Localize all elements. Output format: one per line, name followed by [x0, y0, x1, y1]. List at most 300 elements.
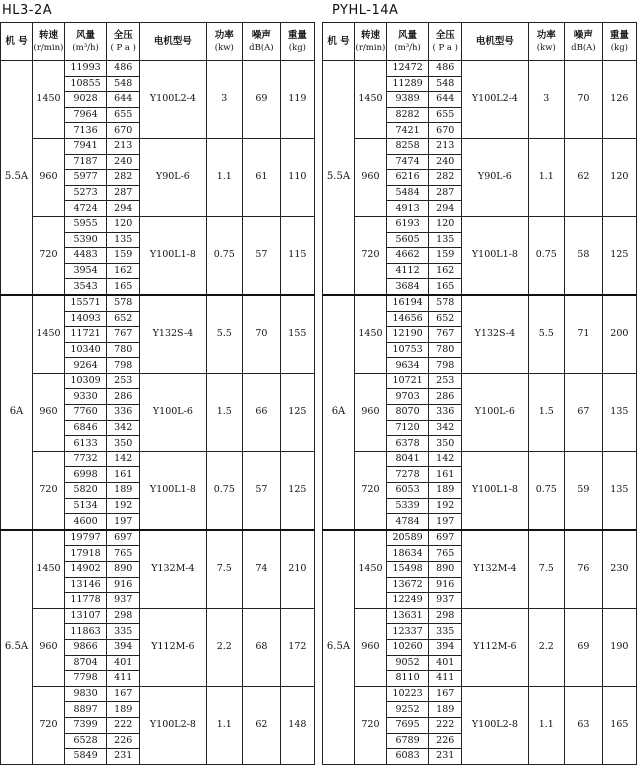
table-row — [323, 373, 637, 389]
col-motor-model-label: 电机型号 — [475, 35, 514, 47]
pressure-cell: 486 — [107, 61, 140, 77]
speed-cell: 1450 — [354, 530, 386, 608]
col-pressure-unit: ( P a ) — [110, 42, 136, 53]
pressure-cell: 780 — [429, 342, 462, 358]
pressure-cell: 644 — [107, 92, 140, 108]
pressure-cell: 282 — [107, 170, 140, 186]
table-row — [1, 295, 315, 311]
airflow-cell: 14656 — [386, 311, 428, 327]
col-pressure-label: 全压 — [113, 29, 133, 41]
pressure-cell: 226 — [107, 733, 140, 749]
left-sheet — [0, 0, 315, 765]
airflow-cell: 8258 — [386, 138, 428, 154]
pressure-cell: 652 — [429, 311, 462, 327]
airflow-cell: 7278 — [386, 467, 428, 483]
table-row — [323, 686, 637, 702]
airflow-cell: 6998 — [64, 467, 106, 483]
pressure-cell: 167 — [107, 686, 140, 702]
col-power — [206, 23, 243, 61]
motor-model-cell: Y100L2-4 — [462, 61, 528, 139]
pressure-cell: 798 — [107, 358, 140, 374]
airflow-cell: 11778 — [64, 593, 106, 609]
airflow-cell: 4784 — [386, 514, 428, 530]
col-airflow-unit: (m³/h) — [72, 42, 99, 53]
airflow-cell: 6216 — [386, 170, 428, 186]
col-power — [528, 23, 565, 61]
weight-cell: 119 — [280, 61, 314, 139]
col-speed-unit: (r/min) — [355, 42, 386, 53]
airflow-cell: 9330 — [64, 389, 106, 405]
airflow-cell: 11863 — [64, 624, 106, 640]
airflow-cell: 15571 — [64, 295, 106, 311]
col-motor-model — [140, 23, 206, 61]
pressure-cell: 548 — [107, 76, 140, 92]
pressure-cell: 162 — [107, 263, 140, 279]
power-cell: 0.75 — [206, 216, 243, 294]
weight-cell: 135 — [602, 373, 636, 451]
noise-cell: 69 — [243, 61, 281, 139]
motor-model-cell: Y132M-4 — [462, 530, 528, 608]
power-cell: 0.75 — [528, 216, 565, 294]
airflow-cell: 7732 — [64, 451, 106, 467]
airflow-cell: 5820 — [64, 483, 106, 499]
col-weight-unit: (kg) — [288, 42, 306, 53]
weight-cell: 110 — [280, 138, 314, 216]
pressure-cell: 697 — [107, 530, 140, 546]
col-speed — [354, 23, 386, 61]
pressure-cell: 401 — [429, 655, 462, 671]
pressure-cell: 287 — [429, 185, 462, 201]
table-row — [1, 373, 315, 389]
noise-cell: 67 — [565, 373, 603, 451]
speed-cell: 960 — [32, 373, 64, 451]
pressure-cell: 253 — [429, 373, 462, 389]
pressure-cell: 336 — [429, 405, 462, 421]
noise-cell: 76 — [565, 530, 603, 608]
airflow-cell: 5273 — [64, 185, 106, 201]
pressure-cell: 165 — [429, 279, 462, 295]
airflow-cell: 8282 — [386, 107, 428, 123]
pressure-cell: 189 — [107, 483, 140, 499]
speed-cell: 960 — [32, 138, 64, 216]
airflow-cell: 14093 — [64, 311, 106, 327]
airflow-cell: 4662 — [386, 248, 428, 264]
col-weight-unit: (kg) — [610, 42, 628, 53]
pressure-cell: 226 — [429, 733, 462, 749]
motor-model-cell: Y112M-6 — [140, 608, 206, 686]
power-cell: 0.75 — [206, 451, 243, 529]
airflow-cell: 11721 — [64, 327, 106, 343]
col-noise-label: 噪声 — [573, 29, 593, 41]
col-speed-unit: (r/min) — [33, 42, 64, 53]
pressure-cell: 142 — [107, 451, 140, 467]
model-number-cell: 6.5A — [1, 530, 33, 764]
power-cell: 5.5 — [528, 295, 565, 373]
power-cell: 1.1 — [206, 138, 243, 216]
table-row — [323, 451, 637, 467]
airflow-cell: 17918 — [64, 546, 106, 562]
speed-cell: 1450 — [354, 295, 386, 373]
pressure-cell: 578 — [429, 295, 462, 311]
airflow-cell: 9052 — [386, 655, 428, 671]
weight-cell: 155 — [280, 295, 314, 373]
speed-cell: 960 — [354, 608, 386, 686]
pressure-cell: 765 — [429, 546, 462, 562]
power-cell: 2.2 — [206, 608, 243, 686]
airflow-cell: 11289 — [386, 76, 428, 92]
airflow-cell: 5134 — [64, 498, 106, 514]
airflow-cell: 18634 — [386, 546, 428, 562]
pressure-cell: 342 — [429, 420, 462, 436]
motor-model-cell: Y132M-4 — [140, 530, 206, 608]
col-motor-model-label: 电机型号 — [153, 35, 192, 47]
pressure-cell: 916 — [429, 577, 462, 593]
pressure-cell: 162 — [429, 263, 462, 279]
table-row — [323, 530, 637, 546]
col-weight — [280, 23, 314, 61]
col-power-label: 功率 — [536, 29, 556, 41]
col-airflow-unit: (m³/h) — [394, 42, 421, 53]
airflow-cell: 7695 — [386, 717, 428, 733]
airflow-cell: 11993 — [64, 61, 106, 77]
pressure-cell: 167 — [429, 686, 462, 702]
noise-cell: 62 — [243, 686, 281, 764]
table-row — [323, 61, 637, 77]
pressure-cell: 231 — [107, 749, 140, 765]
airflow-cell: 6789 — [386, 733, 428, 749]
pressure-cell: 350 — [107, 436, 140, 452]
pressure-cell: 767 — [107, 327, 140, 343]
speed-cell: 720 — [354, 451, 386, 529]
pressure-cell: 213 — [107, 138, 140, 154]
model-number-cell: 5.5A — [323, 61, 355, 295]
col-speed-label: 转速 — [38, 29, 58, 41]
pressure-cell: 135 — [107, 232, 140, 248]
airflow-cell: 19797 — [64, 530, 106, 546]
airflow-cell: 3543 — [64, 279, 106, 295]
col-power-unit: (kw) — [214, 42, 234, 53]
airflow-cell: 7474 — [386, 154, 428, 170]
speed-cell: 1450 — [32, 295, 64, 373]
pressure-cell: 161 — [107, 467, 140, 483]
motor-model-cell: Y100L1-8 — [462, 216, 528, 294]
airflow-cell: 13672 — [386, 577, 428, 593]
pressure-cell: 253 — [107, 373, 140, 389]
col-airflow-label: 风量 — [398, 29, 418, 41]
airflow-cell: 9866 — [64, 639, 106, 655]
airflow-cell: 15498 — [386, 562, 428, 578]
pressure-cell: 231 — [429, 749, 462, 765]
col-model-no-label: 机 号 — [5, 35, 28, 47]
col-pressure-label: 全压 — [435, 29, 455, 41]
pressure-cell: 655 — [107, 107, 140, 123]
power-cell: 1.5 — [206, 373, 243, 451]
airflow-cell: 5484 — [386, 185, 428, 201]
weight-cell: 190 — [602, 608, 636, 686]
airflow-cell: 4913 — [386, 201, 428, 217]
weight-cell: 165 — [602, 686, 636, 764]
pressure-cell: 298 — [107, 608, 140, 624]
airflow-cell: 10721 — [386, 373, 428, 389]
pressure-cell: 192 — [107, 498, 140, 514]
col-noise — [243, 23, 281, 61]
airflow-cell: 8110 — [386, 671, 428, 687]
pressure-cell: 159 — [429, 248, 462, 264]
airflow-cell: 14902 — [64, 562, 106, 578]
pressure-cell: 213 — [429, 138, 462, 154]
airflow-cell: 9028 — [64, 92, 106, 108]
col-motor-model — [462, 23, 528, 61]
pressure-cell: 189 — [429, 702, 462, 718]
weight-cell: 210 — [280, 530, 314, 608]
pressure-cell: 486 — [429, 61, 462, 77]
spec-table — [0, 22, 315, 765]
airflow-cell: 12249 — [386, 593, 428, 609]
airflow-cell: 9252 — [386, 702, 428, 718]
pressure-cell: 240 — [429, 154, 462, 170]
airflow-cell: 3954 — [64, 263, 106, 279]
col-airflow-label: 风量 — [76, 29, 96, 41]
col-model-no-label: 机 号 — [327, 35, 350, 47]
pressure-cell: 916 — [107, 577, 140, 593]
airflow-cell: 10223 — [386, 686, 428, 702]
airflow-cell: 13107 — [64, 608, 106, 624]
table-title: HL3-2A — [2, 3, 53, 18]
speed-cell: 1450 — [32, 61, 64, 139]
motor-model-cell: Y100L-6 — [140, 373, 206, 451]
noise-cell: 59 — [565, 451, 603, 529]
pressure-cell: 197 — [107, 514, 140, 530]
model-number-cell: 6A — [323, 295, 355, 530]
pressure-cell: 937 — [107, 593, 140, 609]
header-row — [1, 23, 315, 61]
noise-cell: 61 — [243, 138, 281, 216]
airflow-cell: 12190 — [386, 327, 428, 343]
model-number-cell: 5.5A — [1, 61, 33, 295]
pressure-cell: 135 — [429, 232, 462, 248]
noise-cell: 66 — [243, 373, 281, 451]
pressure-cell: 335 — [429, 624, 462, 640]
weight-cell: 200 — [602, 295, 636, 373]
pressure-cell: 159 — [107, 248, 140, 264]
table-row — [323, 608, 637, 624]
pressure-cell: 937 — [429, 593, 462, 609]
pressure-cell: 222 — [429, 717, 462, 733]
speed-cell: 720 — [32, 686, 64, 764]
motor-model-cell: Y100L1-8 — [462, 451, 528, 529]
airflow-cell: 7187 — [64, 154, 106, 170]
table-row — [1, 451, 315, 467]
speed-cell: 1450 — [354, 61, 386, 139]
weight-cell: 120 — [602, 138, 636, 216]
pressure-cell: 294 — [429, 201, 462, 217]
noise-cell: 57 — [243, 216, 281, 294]
speed-cell: 720 — [32, 451, 64, 529]
table-row — [1, 530, 315, 546]
pressure-cell: 411 — [107, 671, 140, 687]
header-row — [323, 23, 637, 61]
pressure-cell: 287 — [107, 185, 140, 201]
airflow-cell: 4483 — [64, 248, 106, 264]
col-model-no — [1, 23, 33, 61]
airflow-cell: 9634 — [386, 358, 428, 374]
power-cell: 0.75 — [528, 451, 565, 529]
noise-cell: 57 — [243, 451, 281, 529]
table-title: PYHL-14A — [332, 3, 399, 18]
power-cell: 1.1 — [206, 686, 243, 764]
pressure-cell: 192 — [429, 498, 462, 514]
power-cell: 1.1 — [528, 686, 565, 764]
airflow-cell: 6193 — [386, 216, 428, 232]
motor-model-cell: Y100L1-8 — [140, 216, 206, 294]
speed-cell: 720 — [354, 686, 386, 764]
airflow-cell: 12472 — [386, 61, 428, 77]
airflow-cell: 4112 — [386, 263, 428, 279]
airflow-cell: 3684 — [386, 279, 428, 295]
weight-cell: 125 — [602, 216, 636, 294]
power-cell: 1.1 — [528, 138, 565, 216]
pressure-cell: 644 — [429, 92, 462, 108]
airflow-cell: 9389 — [386, 92, 428, 108]
col-power-unit: (kw) — [536, 42, 556, 53]
weight-cell: 115 — [280, 216, 314, 294]
col-speed-label: 转速 — [360, 29, 380, 41]
pressure-cell: 765 — [107, 546, 140, 562]
power-cell: 2.2 — [528, 608, 565, 686]
table-row — [323, 216, 637, 232]
airflow-cell: 4600 — [64, 514, 106, 530]
noise-cell: 71 — [565, 295, 603, 373]
airflow-cell: 10855 — [64, 76, 106, 92]
weight-cell: 172 — [280, 608, 314, 686]
weight-cell: 126 — [602, 61, 636, 139]
motor-model-cell: Y100L1-8 — [140, 451, 206, 529]
pressure-cell: 411 — [429, 671, 462, 687]
noise-cell: 58 — [565, 216, 603, 294]
airflow-cell: 7760 — [64, 405, 106, 421]
airflow-cell: 7798 — [64, 671, 106, 687]
table-row — [1, 216, 315, 232]
airflow-cell: 9264 — [64, 358, 106, 374]
col-pressure — [107, 23, 140, 61]
pressure-cell: 197 — [429, 514, 462, 530]
pressure-cell: 655 — [429, 107, 462, 123]
pressure-cell: 401 — [107, 655, 140, 671]
col-power-label: 功率 — [214, 29, 234, 41]
pressure-cell: 767 — [429, 327, 462, 343]
airflow-cell: 7941 — [64, 138, 106, 154]
model-number-cell: 6.5A — [323, 530, 355, 764]
power-cell: 3 — [528, 61, 565, 139]
power-cell: 7.5 — [528, 530, 565, 608]
weight-cell: 125 — [280, 373, 314, 451]
airflow-cell: 10753 — [386, 342, 428, 358]
airflow-cell: 4724 — [64, 201, 106, 217]
pressure-cell: 548 — [429, 76, 462, 92]
pressure-cell: 165 — [107, 279, 140, 295]
airflow-cell: 10260 — [386, 639, 428, 655]
weight-cell: 135 — [602, 451, 636, 529]
airflow-cell: 7120 — [386, 420, 428, 436]
col-noise-label: 噪声 — [251, 29, 271, 41]
col-model-no — [323, 23, 355, 61]
col-weight-label: 重量 — [609, 29, 629, 41]
motor-model-cell: Y100L2-8 — [140, 686, 206, 764]
motor-model-cell: Y90L-6 — [140, 138, 206, 216]
airflow-cell: 20589 — [386, 530, 428, 546]
noise-cell: 70 — [565, 61, 603, 139]
spec-table — [322, 22, 637, 765]
pressure-cell: 394 — [107, 639, 140, 655]
power-cell: 3 — [206, 61, 243, 139]
table-row — [1, 138, 315, 154]
pressure-cell: 336 — [107, 405, 140, 421]
noise-cell: 63 — [565, 686, 603, 764]
pressure-cell: 161 — [429, 467, 462, 483]
pressure-cell: 282 — [429, 170, 462, 186]
motor-model-cell: Y100L-6 — [462, 373, 528, 451]
airflow-cell: 5605 — [386, 232, 428, 248]
col-noise — [565, 23, 603, 61]
pressure-cell: 294 — [107, 201, 140, 217]
pressure-cell: 394 — [429, 639, 462, 655]
airflow-cell: 7399 — [64, 717, 106, 733]
pressure-cell: 652 — [107, 311, 140, 327]
motor-model-cell: Y132S-4 — [462, 295, 528, 373]
right-sheet — [322, 0, 637, 765]
power-cell: 1.5 — [528, 373, 565, 451]
airflow-cell: 7421 — [386, 123, 428, 139]
pressure-cell: 286 — [429, 389, 462, 405]
model-number-cell: 6A — [1, 295, 33, 530]
noise-cell: 69 — [565, 608, 603, 686]
pressure-cell: 350 — [429, 436, 462, 452]
noise-cell: 68 — [243, 608, 281, 686]
col-pressure — [429, 23, 462, 61]
speed-cell: 1450 — [32, 530, 64, 608]
pressure-cell: 142 — [429, 451, 462, 467]
pressure-cell: 189 — [429, 483, 462, 499]
pressure-cell: 890 — [107, 562, 140, 578]
airflow-cell: 6133 — [64, 436, 106, 452]
pressure-cell: 298 — [429, 608, 462, 624]
pressure-cell: 222 — [107, 717, 140, 733]
col-airflow — [386, 23, 428, 61]
col-speed — [32, 23, 64, 61]
speed-cell: 720 — [354, 216, 386, 294]
weight-cell: 148 — [280, 686, 314, 764]
col-noise-unit: dB(A) — [249, 42, 274, 53]
motor-model-cell: Y100L2-4 — [140, 61, 206, 139]
airflow-cell: 16194 — [386, 295, 428, 311]
pressure-cell: 286 — [107, 389, 140, 405]
airflow-cell: 8041 — [386, 451, 428, 467]
speed-cell: 960 — [32, 608, 64, 686]
pressure-cell: 697 — [429, 530, 462, 546]
pressure-cell: 578 — [107, 295, 140, 311]
airflow-cell: 13631 — [386, 608, 428, 624]
motor-model-cell: Y90L-6 — [462, 138, 528, 216]
airflow-cell: 6083 — [386, 749, 428, 765]
col-noise-unit: dB(A) — [571, 42, 596, 53]
pressure-cell: 342 — [107, 420, 140, 436]
airflow-cell: 9703 — [386, 389, 428, 405]
table-row — [323, 138, 637, 154]
weight-cell: 230 — [602, 530, 636, 608]
motor-model-cell: Y132S-4 — [140, 295, 206, 373]
airflow-cell: 7964 — [64, 107, 106, 123]
pressure-cell: 240 — [107, 154, 140, 170]
